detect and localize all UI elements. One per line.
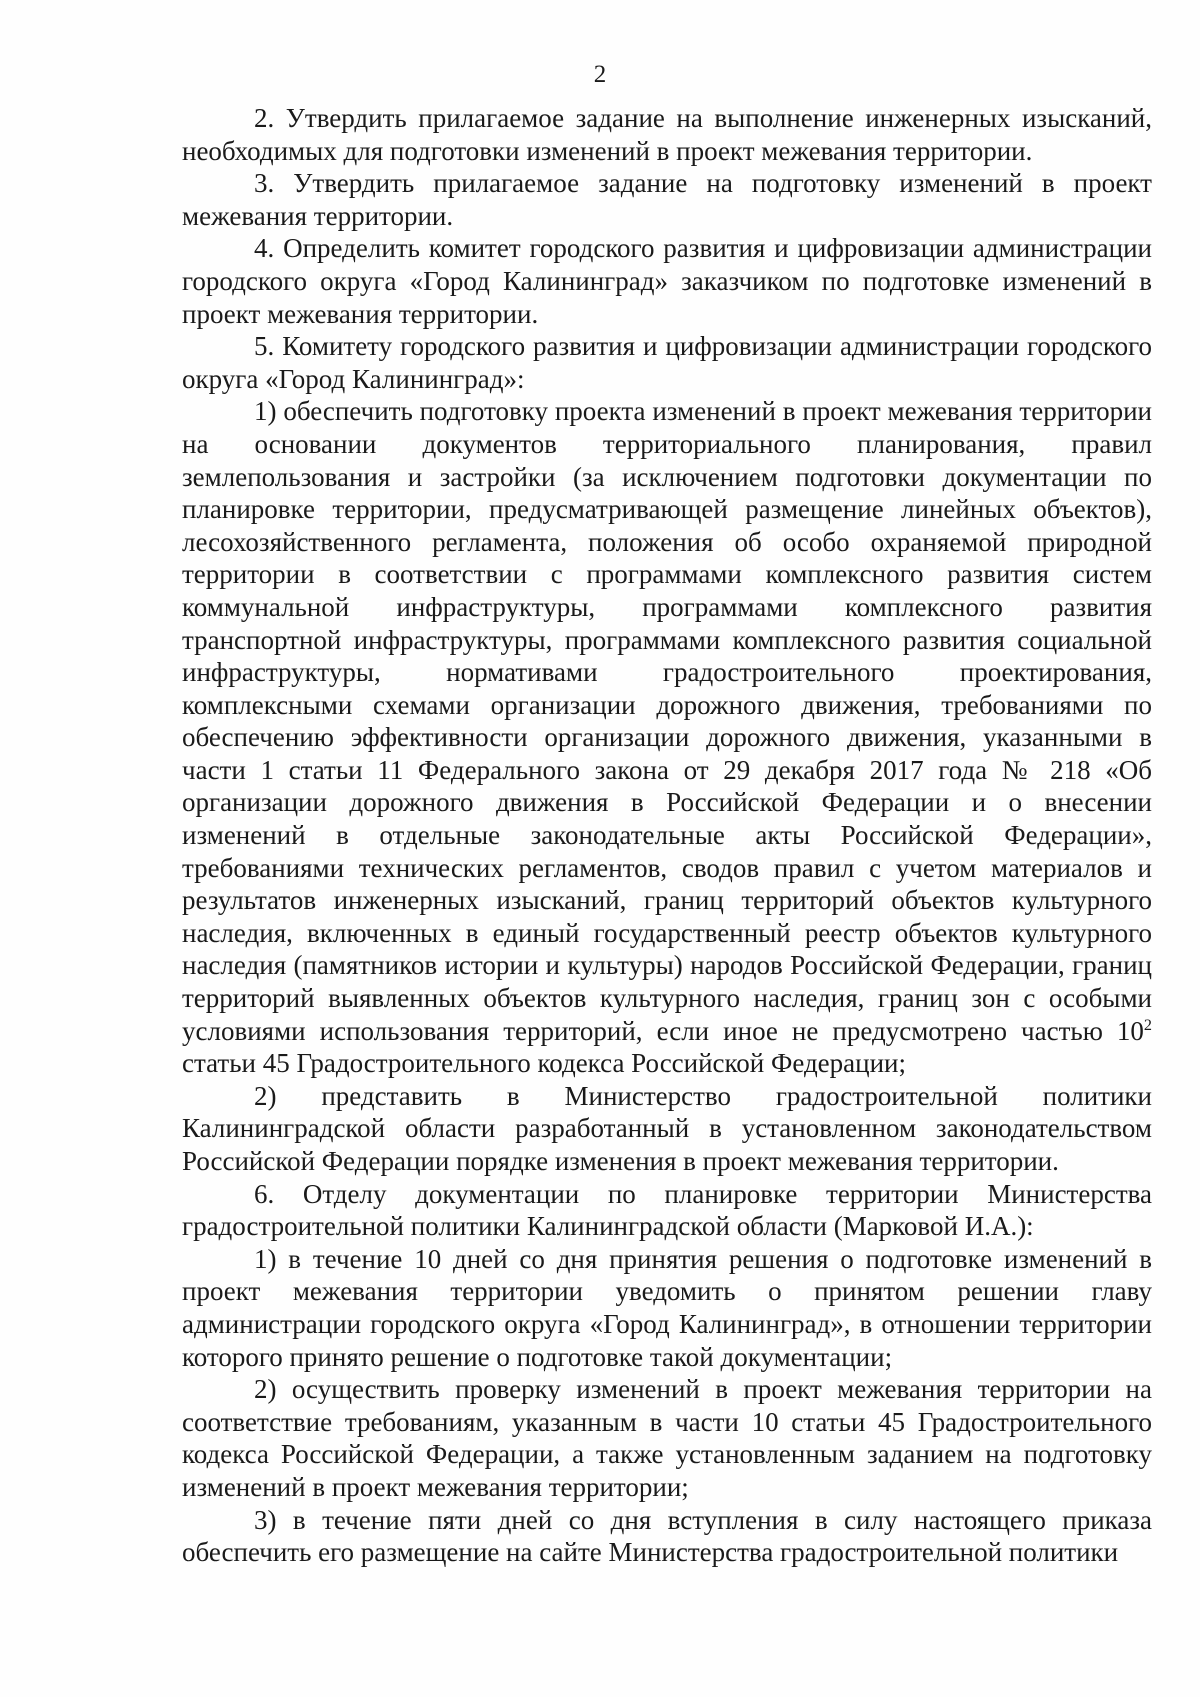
- paragraph-item-5: 5. Комитету городского развития и цифровизации администрации городского округа «Город Калининград»:: [182, 331, 1152, 394]
- document-body: [182, 102, 1152, 1569]
- paragraph-item-6-1: 1) в течение 10 дней со дня принятия решения о подготовке изменений в проект межевания территории уведомить о принятом решении главу администрации городского округа «Город Калининград», в отношении территории которого принято решение о подготовке такой документации;: [182, 1243, 1152, 1372]
- paragraph-item-2: 2. Утвердить прилагаемое задание на выполнение инженерных изысканий, необходимых для подготовки изменений в проект межевания территории.: [182, 103, 1152, 166]
- paragraph-item-4: 4. Определить комитет городского развития и цифровизации администрации городского округа «Город Калининград» заказчиком по подготовке изменений в проект межевания территории.: [182, 233, 1152, 329]
- paragraph-item-5-1: [182, 395, 1152, 1079]
- reference-superscript: 2: [1143, 1015, 1153, 1034]
- paragraph-item-5-1-text: 1) обеспечить подготовку проекта изменений в проект межевания территории на основании документов территориального планирования, правил землепользования и застройки (за исключением подготовки документации по планировке территории, предусматривающей размещение линейных объектов), лесохозяйственного регламента, положения об особо охраняемой природной территории в соответствии с программами комплексного развития систем коммунальной инфраструктуры, программами комплексного развития транспортной инфраструктуры, программами комплексного развития социальной инфраструктуры, нормативами градостроительного проектирования, комплексными схемами организации дорожного движения, требованиями по обеспечению эффективности организации дорожного движения, указанными в части 1 статьи 11 Федерального закона от 29 декабря 2017 года № 218 «Об организации дорожного движения в Российской Федерации и о внесении изменений в отдельные законодательные акты Российской Федерации», требованиями технических регламентов, сводов правил с учетом материалов и результатов инженерных изысканий, границ территорий объектов культурного наследия, включенных в единый государственный реестр объектов культурного наследия (памятников истории и культуры) народов Российской Федерации, границ территорий выявленных объектов культурного наследия, границ зон с особыми условиями использования территорий, если иное не предусмотрено частью: [182, 396, 1152, 1046]
- paragraph-item-3: 3. Утвердить прилагаемое задание на подготовку изменений в проект межевания территории.: [182, 168, 1152, 231]
- paragraph-item-6-2: 2) осуществить проверку изменений в проект межевания территории на соответствие требованиям, указанным в части 10 статьи 45 Градостроительного кодекса Российской Федерации, а также установленным заданием на подготовку изменений в проект межевания территории;: [182, 1374, 1152, 1502]
- paragraph-item-5-1-ending: статьи 45 Градостроительного кодекса Российской Федерации;: [182, 1048, 907, 1079]
- page-number: 2: [593, 61, 607, 88]
- reference-number: 10: [1116, 1015, 1144, 1046]
- paragraph-item-6-3: 3) в течение пяти дней со дня вступления в силу настоящего приказа обеспечить его размещение на сайте Министерства градостроительной политики: [182, 1504, 1152, 1568]
- paragraph-item-6: 6. Отделу документации по планировке территории Министерства градостроительной политики Калининградской области (Марковой И.А.):: [182, 1178, 1152, 1242]
- paragraph-item-5-2: 2) представить в Министерство градостроительной политики Калининградской области разработанный в установленном законодательством Российской Федерации порядке изменения в проект межевания территории.: [182, 1080, 1152, 1176]
